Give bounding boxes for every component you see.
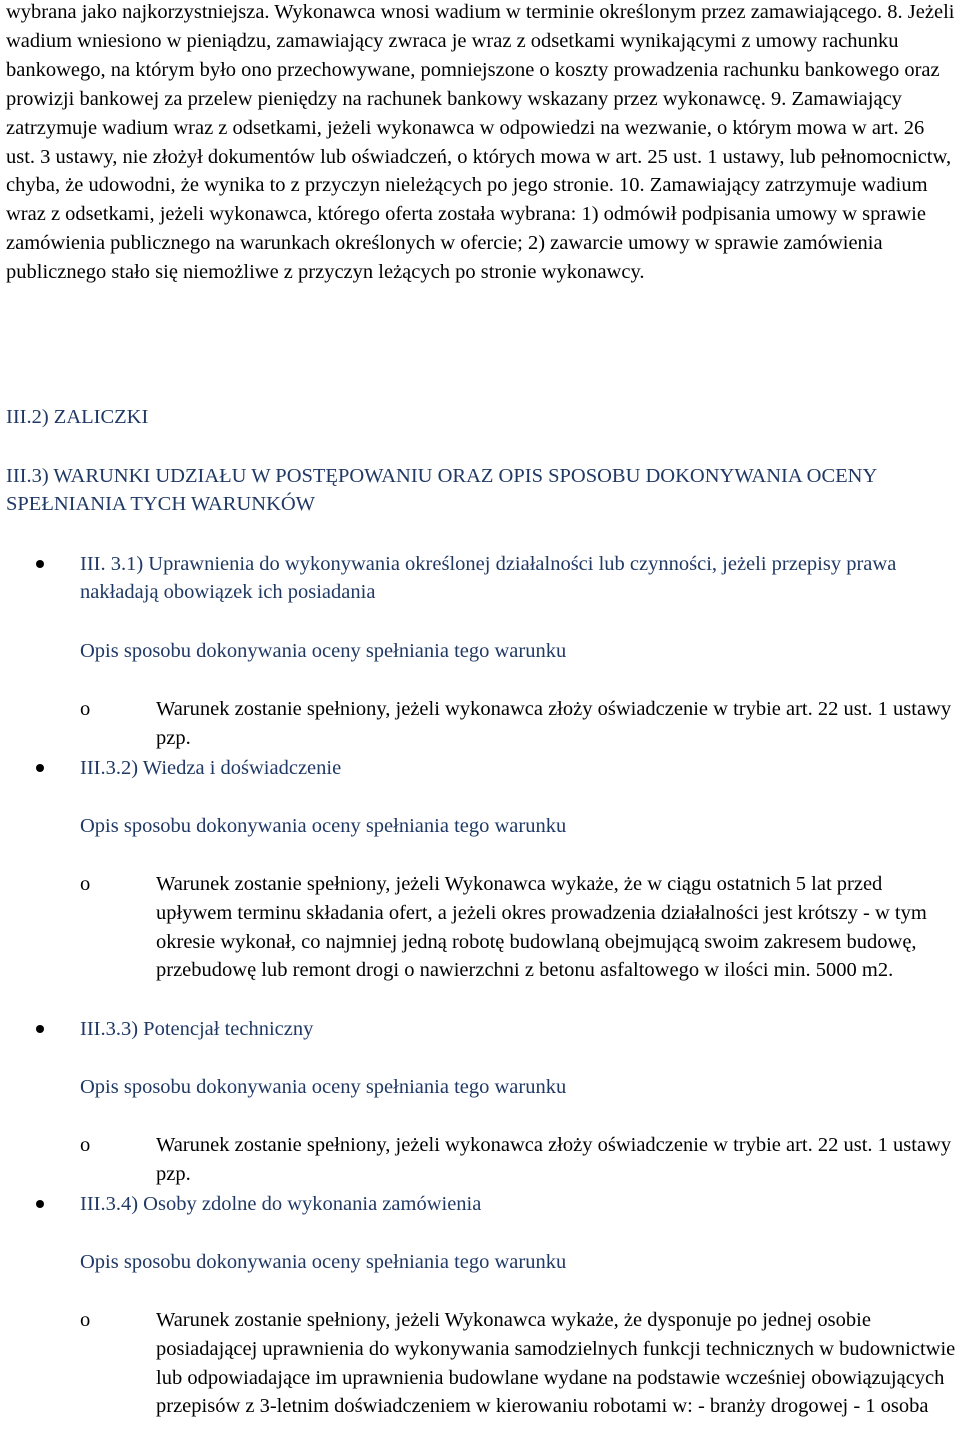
sub-bullet-icon: o [80,698,91,720]
opis-label: Opis sposobu dokonywania oceny spełniania tego warunku [80,815,567,837]
intro-paragraph: wybrana jako najkorzystniejsza. Wykonawca wnosi wadium w terminie określonym przez zamawiającego. 8. Jeżeli wadium wniesiono w pieniądzu, zamawiający zwraca je wraz z odsetkami wynikającymi z umowy rachunku bankowego, na którym było ono przechowywane, pomniejszone o koszty prowadzenia rachunku bankowego oraz prowizji bankowej za przelew pieniędzy na rachunek bankowy wskazany przez wykonawcę. 9. Zamawiający zatrzymuje wadium wraz z odsetkami, jeżeli wykonawca w odpowiedzi na wezwanie, o którym mowa w art. 26 ust. 3 ustawy, nie złożył dokumentów lub oświadczeń, o których mowa w art. 25 ust. 1 ustawy, lub pełnomocnictw, chyba, że udowodni, że wynika to z przyczyn nieleżących po jego stronie. 10. Zamawiający zatrzymuje wadium wraz z odsetkami, jeżeli wykonawca, którego oferta została wybrana: 1) odmówił podpisania umowy w sprawie zamówienia publicznego na warunkach określonych w ofercie; 2) zawarcie umowy w sprawie zamówienia publicznego stało się niemożliwe z przyczyn leżących po stronie wykonawcy. [6,1,955,284]
condition-title: III.3.4) Osoby zdolne do wykonania zamówienia [80,1193,482,1215]
condition-title: III. 3.1) Uprawnienia do wykonywania określonej działalności lub czynności, jeżeli przepisy prawa nakładają obowiązek ich posiadania [80,553,897,603]
sub-bullet-icon: o [80,1309,91,1331]
opis-label: Opis sposobu dokonywania oceny spełniania tego warunku [80,1076,567,1098]
bullet-icon [36,1200,44,1208]
condition-title: III.3.3) Potencjał techniczny [80,1018,314,1040]
condition-text: Warunek zostanie spełniony, jeżeli wykonawca złoży oświadczenie w trybie art. 22 ust. 1 ustawy pzp. [156,698,952,749]
section-zaliczki-heading: III.2) ZALICZKI [6,406,149,428]
bullet-icon [36,1025,44,1033]
section-warunki-heading: III.3) WARUNKI UDZIAŁU W POSTĘPOWANIU ORAZ OPIS SPOSOBU DOKONYWANIA OCENY SPEŁNIANIA TYCH WARUNKÓW [6,465,877,515]
condition-title: III.3.2) Wiedza i doświadczenie [80,757,342,779]
condition-text: Warunek zostanie spełniony, jeżeli wykonawca złoży oświadczenie w trybie art. 22 ust. 1 ustawy pzp. [156,1134,952,1185]
sub-bullet-icon: o [80,873,91,895]
opis-label: Opis sposobu dokonywania oceny spełniania tego warunku [80,640,567,662]
bullet-icon [36,560,44,568]
condition-text: Warunek zostanie spełniony, jeżeli Wykonawca wykaże, że dysponuje po jednej osobie posiadającej uprawnienia do wykonywania samodzielnych funkcji technicznych w budownictwie lub odpowiadające im uprawnienia budowlane wydane na podstawie wcześniej obowiązujących przepisów z 3-letnim doświadczeniem w kierowaniu robotami w: - branży drogowej - 1 osoba [156,1309,956,1418]
sub-bullet-icon: o [80,1134,91,1156]
opis-label: Opis sposobu dokonywania oceny spełniania tego warunku [80,1251,567,1273]
condition-text: Warunek zostanie spełniony, jeżeli Wykonawca wykaże, że w ciągu ostatnich 5 lat przed upływem terminu składania ofert, a jeżeli okres prowadzenia działalności jest krótszy - w tym okresie wykonał, co najmniej jedną robotę budowlaną obejmującą swoim zakresem budowę, przebudowę lub remont drogi o nawierzchni z betonu asfaltowego w ilości min. 5000 m2. [156,873,927,982]
bullet-icon [36,764,44,772]
